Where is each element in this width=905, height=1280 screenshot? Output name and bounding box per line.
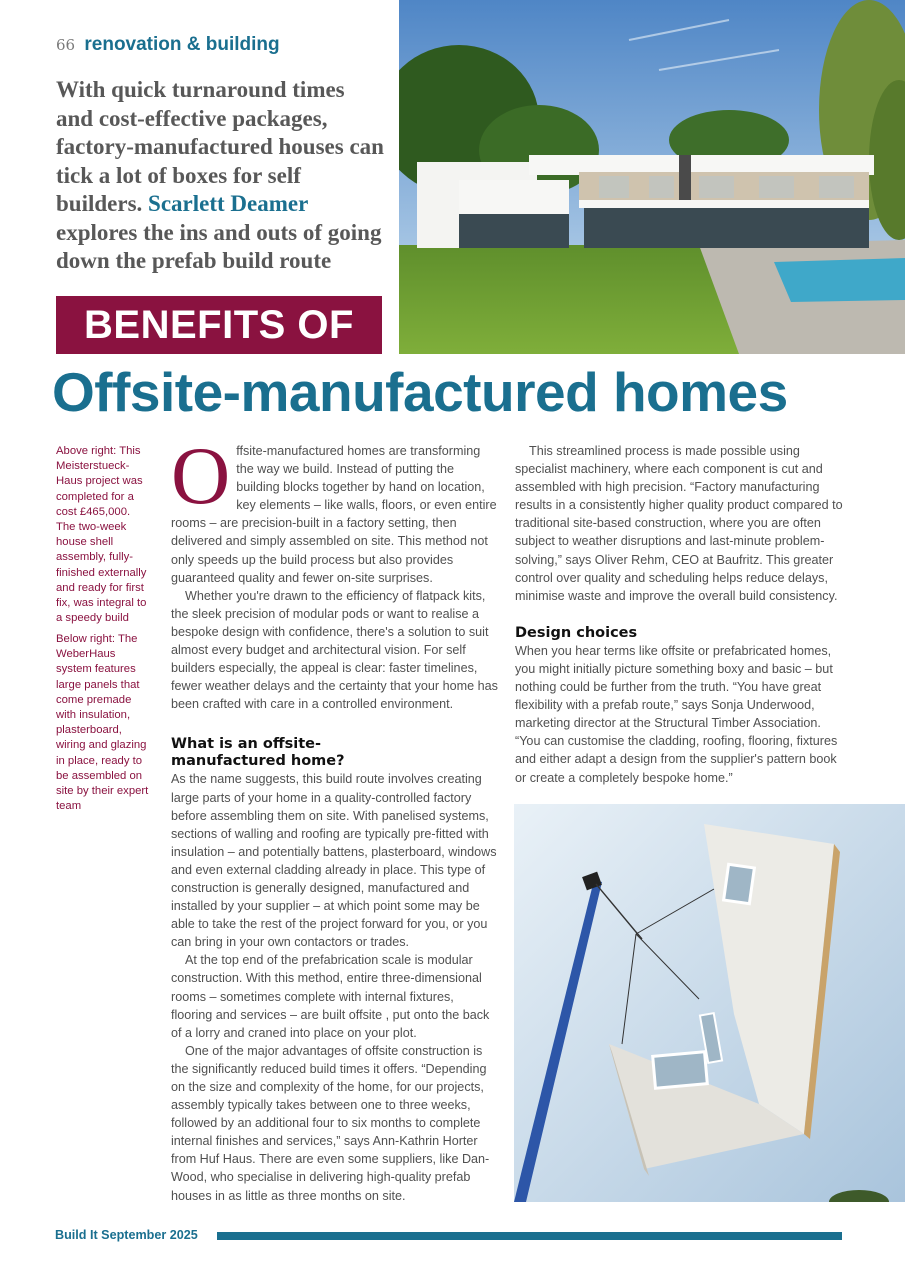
intro-paragraph — [171, 430, 498, 587]
kicker-banner: BENEFITS OF — [56, 296, 382, 354]
footer — [55, 1228, 198, 1242]
subheading-line: manufactured home? — [171, 753, 345, 770]
subheading-line: What is an offsite- — [171, 736, 321, 753]
section-header — [56, 34, 280, 56]
body-paragraph: This streamlined process is made possible using specialist machinery, where each component is cut and assembled with high precision. “Factory manufacturing results in a consistently higher quality product compared to traditional site-based construction, where you are often subject to weather disruptions and last-minute problem-solving,” says Oliver Rehm, CEO at Baufritz. This greater control over quality and scheduling helps reduce delays, minimise waste and improve the overall build consistency. — [515, 444, 843, 603]
article-column-1 — [171, 430, 498, 1205]
headline: Offsite-manufactured homes — [52, 361, 788, 423]
drop-cap: O — [171, 430, 231, 521]
standfirst-text-end: explores the ins and outs of going down the prefab build route — [56, 219, 382, 273]
body-paragraph: One of the major advantages of offsite construction is the significantly reduced build times it offers. “Depending on the size and complexity of the home, for our projects, assembly typically takes between one to three weeks, followed by an additional four to six months to complete internal finishes and services,” says Ann-Kathrin Horter from Huf Haus. There are even some suppliers, like Dan-Wood, who specialise in delivering high-quality prefab houses in as little as three months on site. — [171, 1043, 490, 1203]
section-name: renovation & building — [84, 34, 280, 55]
intro-text: ffsite-manufactured homes are transforming the way we build. Instead of putting the building blocks together by hand on location, key elements – like walls, floors, or even entire rooms – are precision-built in a factory setting, then delivered and simply assembled on site. This method not only speeds up the build process but also provides guaranteed quality and fewer on-site surprises. — [171, 444, 497, 585]
caption-below-right: Below right: The WeberHaus system features large panels that come premade with insulation, plasterboard, wiring and glazing in place, ready to be assembled on site by their expert team — [56, 633, 149, 813]
magazine-name: Build It — [55, 1228, 98, 1242]
footer-rule — [217, 1232, 842, 1240]
body-paragraph: At the top end of the prefabrication scale is modular construction. With this method, entire three-dimensional rooms – sometimes complete with internal fixtures, flooring and services – are built offsite , put onto the back of a lorry and craned into place on your plot. — [171, 953, 490, 1040]
body-paragraph: When you hear terms like offsite or prefabricated homes, you might initially picture something boxy and basic – but nothing could be further from the truth. “You have great flexibility with a prefab route,” says Sonja Underwood, marketing director at the Structural Timber Association. “You can customise the cladding, roofing, flooring, fixtures and either adapt a design from the supplier's pattern book or create a completely bespoke home.” — [515, 643, 838, 785]
standfirst — [56, 76, 386, 276]
subheading-offsite — [171, 736, 498, 770]
caption-above-right: Above right: This Meisterstueck-Haus project was completed for a cost £465,000. The two-week house shell assembly, fully-finished externally and ready for first fix, was integral to a speedy build — [56, 445, 147, 625]
body-paragraph: Whether you're drawn to the efficiency of flatpack kits, the sleek precision of modular pods or want to realise a bespoke design with confidence, there's a solution to suit almost every budget and architectural vision. For self builders especially, the appeal is clear: faster timelines, fewer weather delays and the certainty that your home has been crafted with care in a controlled environment. — [171, 588, 498, 712]
standfirst-text: With quick turnaround times and cost-effective packages, factory-manufactured houses can tick a lot of boxes for self builders. — [56, 77, 384, 216]
author-name: Scarlett Deamer — [148, 191, 308, 216]
issue-date: September 2025 — [101, 1228, 198, 1242]
page-number: 66 — [56, 36, 76, 54]
subheading-design-choices: Design choices — [515, 624, 638, 641]
body-paragraph: As the name suggests, this build route involves creating large parts of your home in a quality-controlled factory before assembling them on site. With panelised systems, sections of walling and roofing are typically pre-fitted with insulation – and potentially battens, plasterboard, windows and even external cladding already in place. This type of construction is generally designed, manufactured and installed by your supplier – at which point some may be able to take the rest of the project forward for you, or you can bring in your own contactors or trades. — [171, 772, 497, 950]
house-photo — [399, 0, 905, 354]
crane-panel-photo — [514, 804, 905, 1202]
article-column-2 — [515, 442, 845, 787]
